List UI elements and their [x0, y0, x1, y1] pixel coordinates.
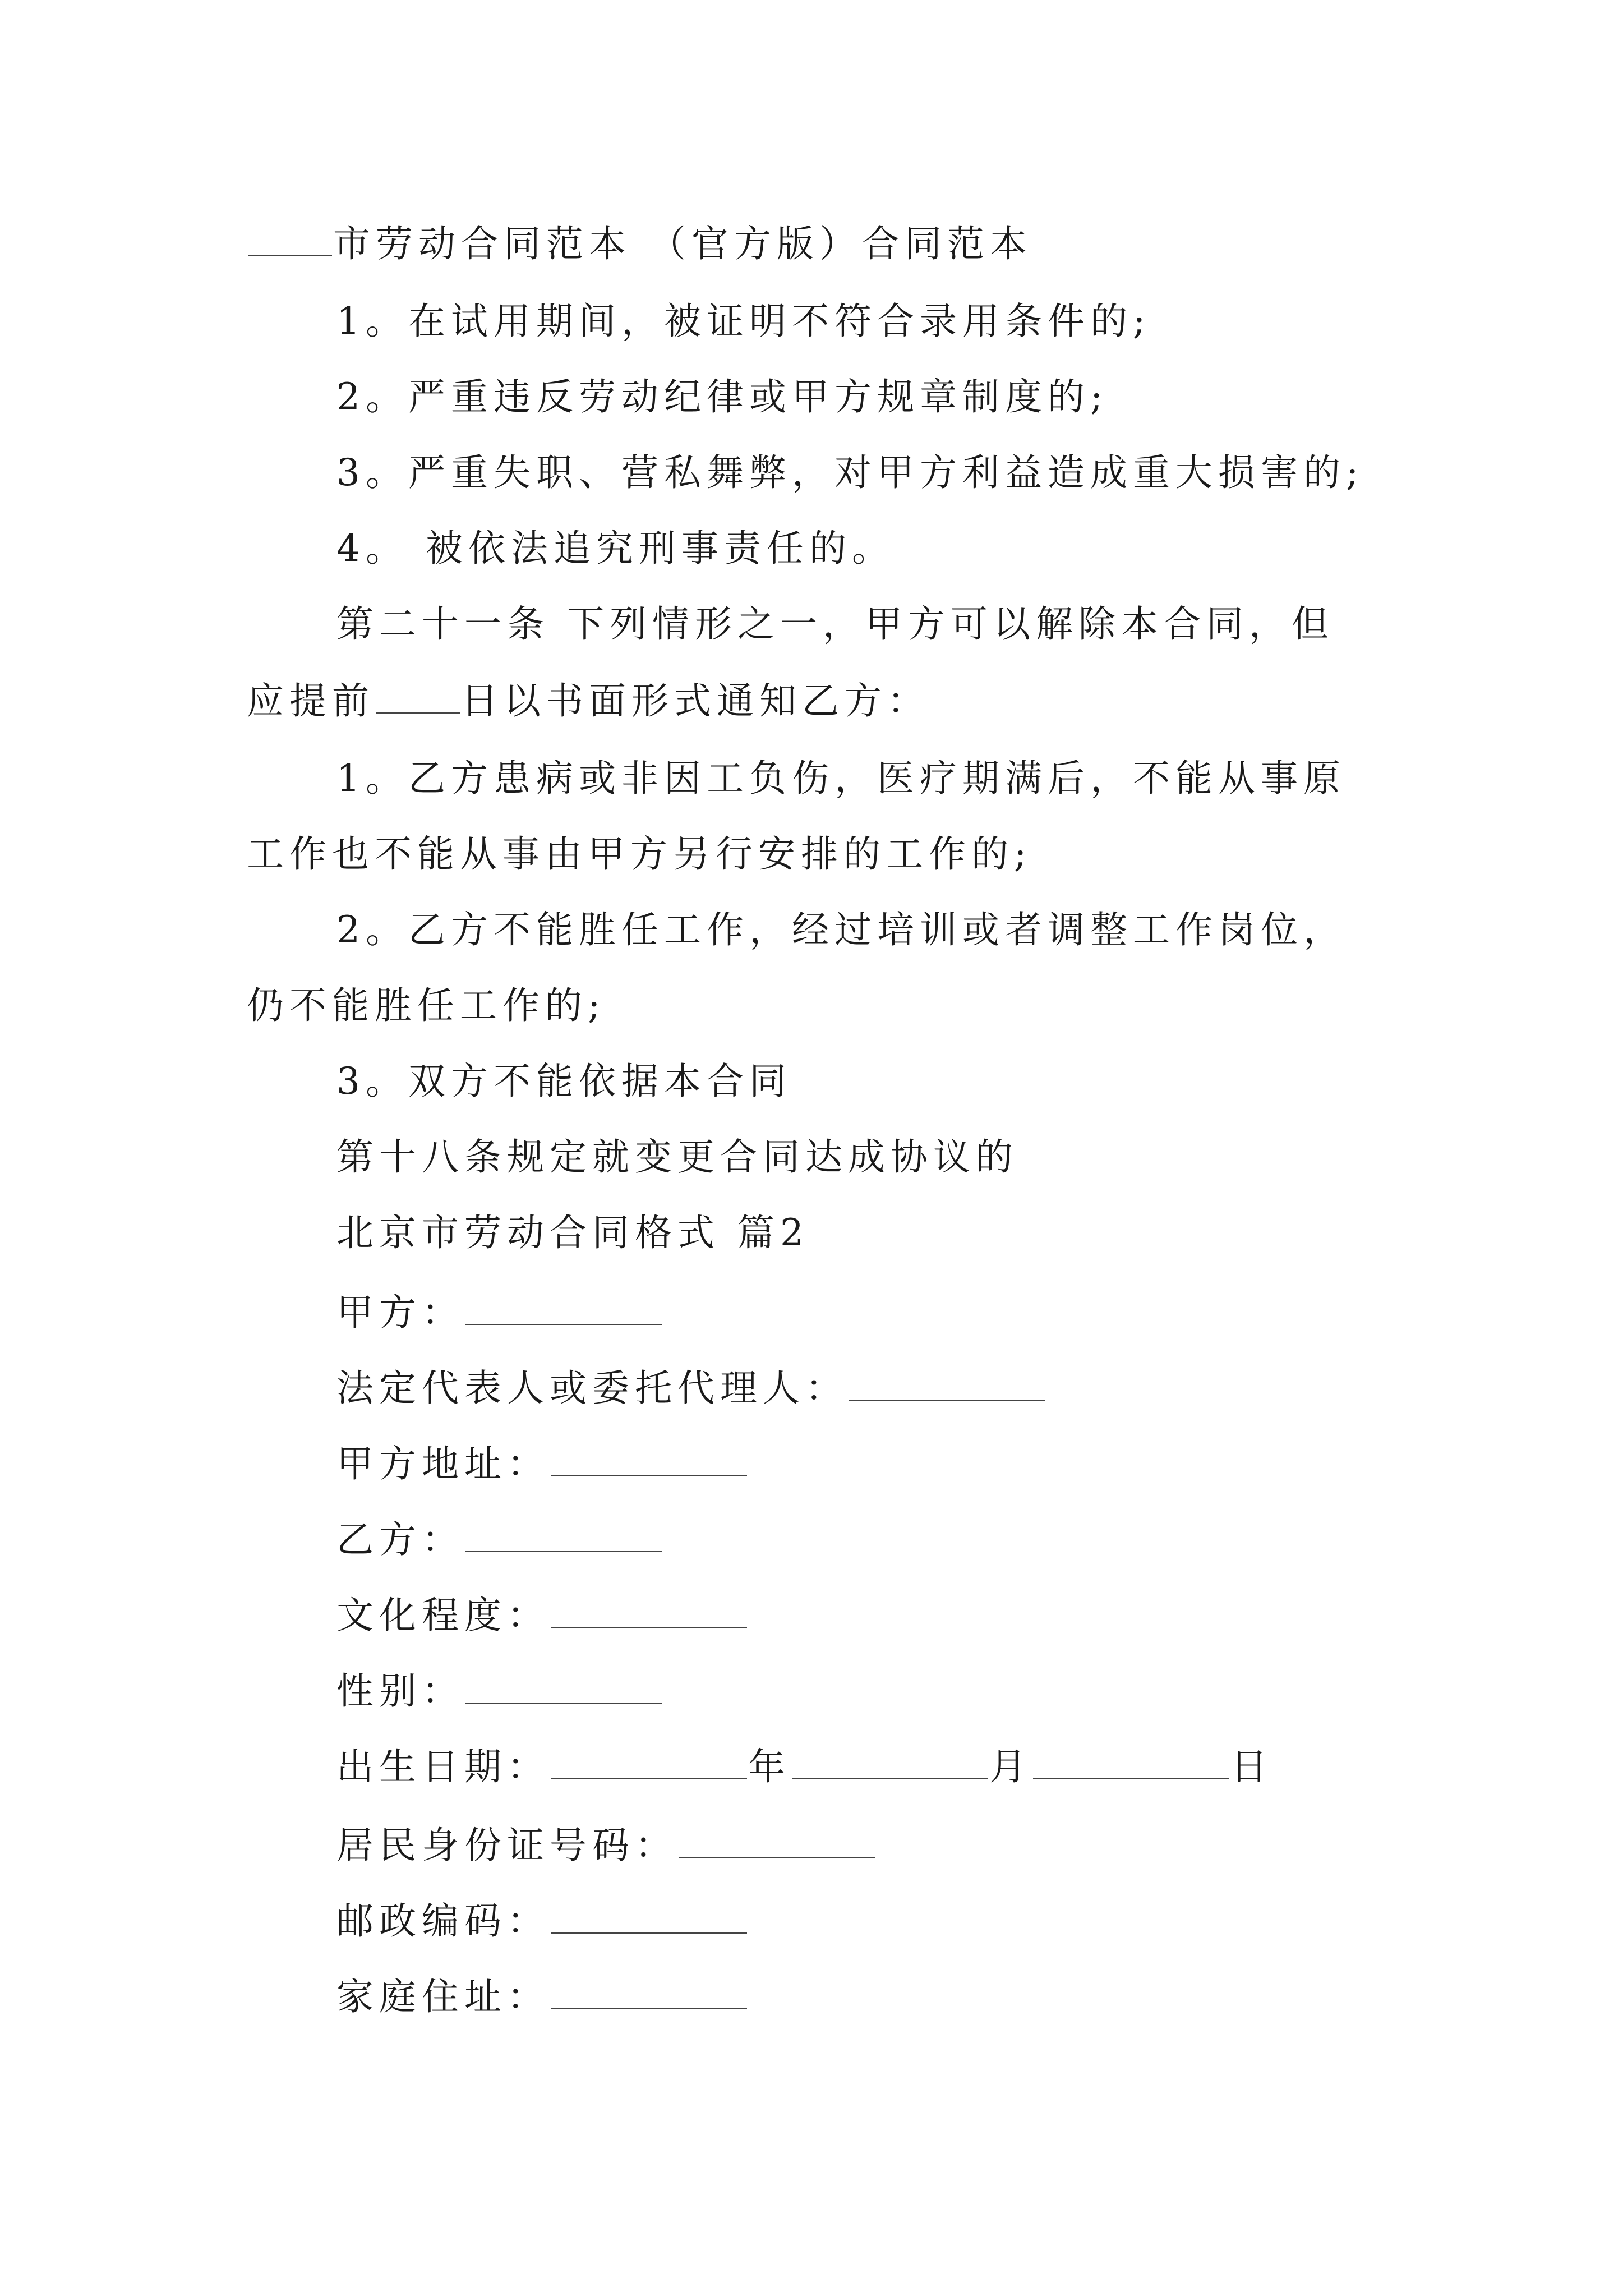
party-b-blank	[465, 1512, 662, 1552]
list-item: 1。在试用期间，被证明不符合录用条件的;	[336, 300, 1151, 343]
id-number-blank	[679, 1818, 875, 1858]
education-field: 文化程度：	[336, 1588, 748, 1641]
list-item: 3。双方不能依据本合同	[336, 1060, 792, 1103]
party-b-field: 乙方：	[336, 1512, 663, 1566]
id-number-field: 居民身份证号码：	[336, 1818, 876, 1871]
birth-date-field: 出生日期： 年 月 日	[336, 1739, 1273, 1793]
list-item: 1。乙方患病或非因工负伤，医疗期满后，不能从事原	[336, 757, 1346, 800]
list-item-continuation: 仍不能胜任工作的;	[247, 984, 606, 1027]
legal-rep-field: 法定代表人或委托代理人：	[336, 1360, 1046, 1414]
list-item: 2。严重违反劳动纪律或甲方规章制度的;	[336, 375, 1109, 418]
party-a-address-blank	[551, 1436, 747, 1476]
article-21-line1: 第二十一条 下列情形之一，甲方可以解除本合同，但	[336, 602, 1334, 646]
party-a-address-field: 甲方地址：	[336, 1436, 748, 1490]
gender-field: 性别：	[336, 1663, 663, 1717]
article-21-line2: 应提前 日以书面形式通知乙方：	[247, 673, 930, 727]
document-title: 市劳动合同范本 （官方版）合同范本	[247, 216, 1032, 270]
birth-day-blank	[1033, 1739, 1229, 1779]
education-blank	[551, 1588, 747, 1628]
list-item: 2。乙方不能胜任工作，经过培训或者调整工作岗位，	[336, 908, 1346, 951]
home-address-field: 家庭住址：	[336, 1969, 748, 2023]
gender-blank	[465, 1663, 662, 1704]
birth-year-blank	[551, 1739, 747, 1779]
list-item-continuation: 工作也不能从事由甲方另行安排的工作的;	[247, 832, 1032, 876]
postal-code-blank	[551, 1893, 747, 1934]
section-title: 北京市劳动合同格式 篇2	[336, 1211, 809, 1254]
list-item-continuation: 第十八条规定就变更合同达成协议的	[336, 1135, 1018, 1179]
list-item: 4。 被依法追究刑事责任的。	[336, 527, 895, 570]
party-a-blank	[465, 1285, 662, 1325]
list-item: 3。严重失职、营私舞弊，对甲方利益造成重大损害的;	[336, 451, 1364, 494]
title-blank	[248, 216, 332, 256]
home-address-blank	[551, 1969, 747, 2009]
legal-rep-blank	[849, 1360, 1045, 1401]
party-a-field: 甲方：	[336, 1285, 663, 1338]
birth-month-blank	[792, 1739, 988, 1779]
notice-days-blank	[376, 673, 460, 714]
postal-code-field: 邮政编码：	[336, 1893, 748, 1947]
